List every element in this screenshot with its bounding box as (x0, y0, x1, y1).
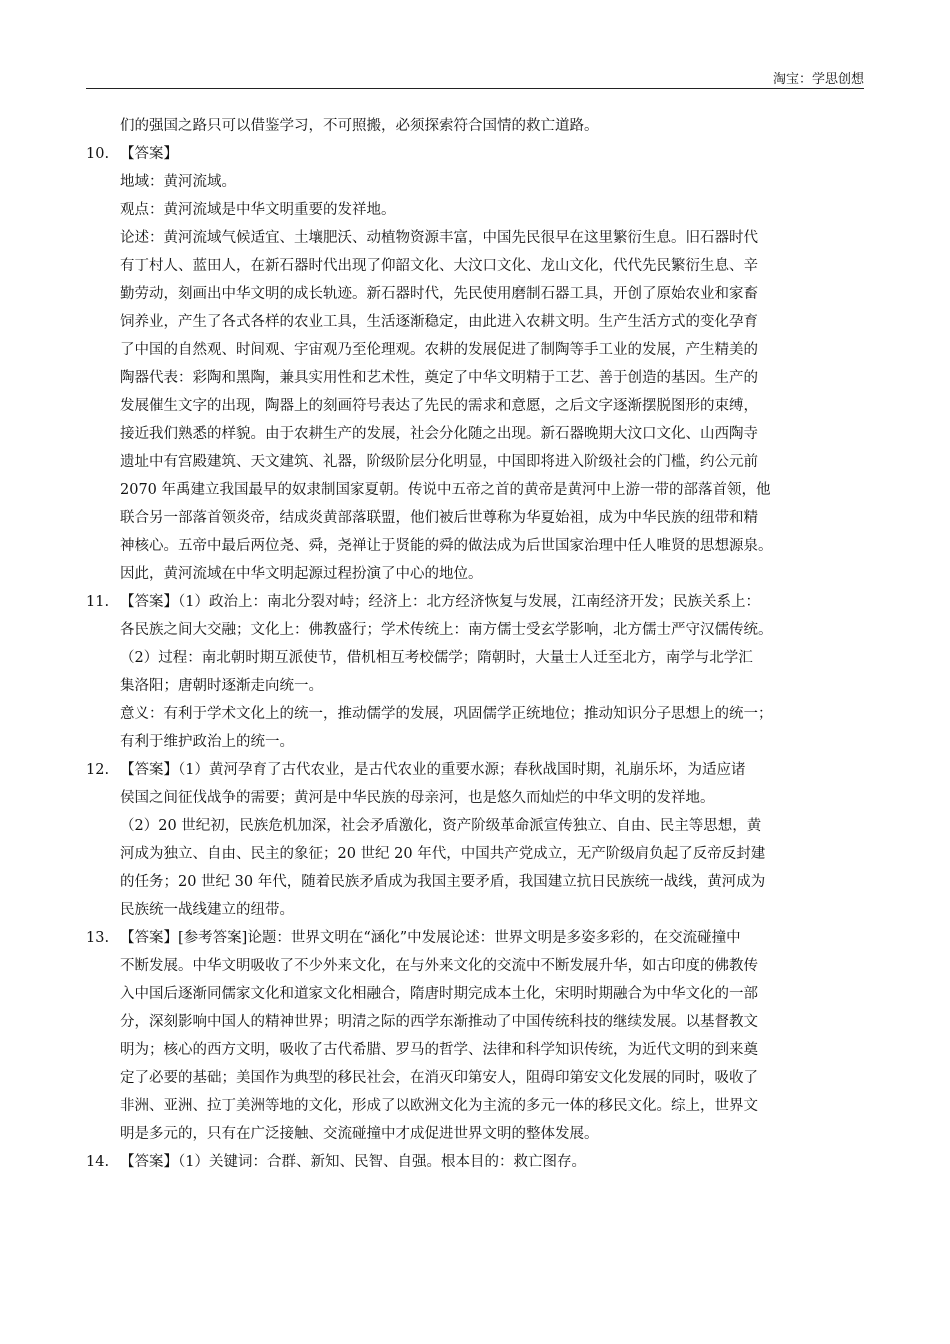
text-line: 2070 年禹建立我国最早的奴隶制国家夏朝。传说中五帝之首的黄帝是黄河中上游一带的部落首领，他 (120, 482, 771, 498)
text-line: （2）过程：南北朝时期互派使节，借机相互考校儒学；隋朝时，大量士人迁至北方，南学与北学汇 (120, 650, 753, 666)
text-line: 侯国之间征伐战争的需要；黄河是中华民族的母亲河，也是悠久而灿烂的中华文明的发祥地。 (120, 790, 715, 806)
question-number: 11. (86, 594, 110, 610)
text-line: 不断发展。中华文明吸收了不少外来文化，在与外来文化的交流中不断发展升华，如古印度的佛教传 (120, 958, 758, 974)
text-line: 论述：黄河流域气候适宜、土壤肥沃、动植物资源丰富，中国先民很早在这里繁衍生息。旧石器时代 (120, 230, 758, 246)
question-line: 11. 【答案】（1）政治上：南北分裂对峙；经济上：北方经济恢复与发展，江南经济开发；民族关系上： (86, 588, 864, 616)
text-line: 勤劳动，刻画出中华文明的成长轨迹。新石器时代，先民使用磨制石器工具，开创了原始农业和家畜 (120, 286, 758, 302)
text-line: 的任务；20 世纪 30 年代，随着民族矛盾成为我国主要矛盾，我国建立抗日民族统一战线，黄河成为 (120, 874, 766, 890)
text-line: 非洲、亚洲、拉丁美洲等地的文化，形成了以欧洲文化为主流的多元一体的移民文化。综上，世界文 (120, 1098, 758, 1114)
text-line: 有丁村人、蓝田人，在新石器时代出现了仰韶文化、大汶口文化、龙山文化，代代先民繁衍生息、辛 (120, 258, 758, 274)
question-number: 14. (86, 1154, 110, 1170)
text-line: 接近我们熟悉的样貌。由于农耕生产的发展，社会分化随之出现。新石器晚期大汶口文化、山西陶寺 (120, 426, 758, 442)
text-line: 民族统一战线建立的纽带。 (120, 902, 294, 918)
text-line: 联合另一部落首领炎帝，结成炎黄部落联盟，他们被后世尊称为华夏始祖，成为中华民族的纽带和精 (120, 510, 758, 526)
text-line: 了中国的自然观、时间观、宇宙观乃至伦理观。农耕的发展促进了制陶等手工业的发展，产生精美的 (120, 342, 758, 358)
text-line: 饲养业，产生了各式各样的农业工具，生活逐渐稳定，由此进入农耕文明。生产生活方式的变化孕育 (120, 314, 758, 330)
text-line: 入中国后逐渐同儒家文化和道家文化相融合，隋唐时期完成本土化，宋明时期融合为中华文化的一部 (120, 986, 758, 1002)
text-line: 意义：有利于学术文化上的统一，推动儒学的发展，巩固儒学正统地位；推动知识分子思想上的统一； (120, 706, 773, 722)
text-line: 河成为独立、自由、民主的象征；20 世纪 20 年代，中国共产党成立，无产阶级肩负起了反帝反封建 (120, 846, 766, 862)
text-line: 定了必要的基础；美国作为典型的移民社会，在消灭印第安人，阻碍印第安文化发展的同时，吸收了 (120, 1070, 758, 1086)
text-line: 因此，黄河流域在中华文明起源过程扮演了中心的地位。 (120, 566, 483, 582)
text-line: 陶器代表：彩陶和黑陶，兼具实用性和艺术性，奠定了中华文明精于工艺、善于创造的基因。生产的 (120, 370, 758, 386)
text-line: 地域：黄河流域。 (120, 174, 236, 190)
text-line: 观点：黄河流域是中华文明重要的发祥地。 (120, 202, 396, 218)
question-line: 13. 【答案】[参考答案]论题：世界文明在“涵化”中发展论述：世界文明是多姿多彩的，在交流碰撞中 (86, 924, 864, 952)
text-line: 明是多元的，只有在广泛接触、交流碰撞中才成促进世界文明的整体发展。 (120, 1126, 599, 1142)
question-line: 14. 【答案】（1）关键词：合群、新知、民智、自强。根本目的：救亡图存。 (86, 1148, 864, 1176)
text-line: 们的强国之路只可以借鉴学习，不可照搬，必须探索符合国情的救亡道路。 (120, 118, 599, 134)
text-line: 发展催生文字的出现，陶器上的刻画符号表达了先民的需求和意愿，之后文字逐渐摆脱图形的束缚， (120, 398, 758, 414)
text-line: 集洛阳；唐朝时逐渐走向统一。 (120, 678, 323, 694)
question-line: 12. 【答案】（1）黄河孕育了古代农业，是古代农业的重要水源；春秋战国时期，礼崩乐坏，为适应诸 (86, 756, 864, 784)
text-line: 有利于维护政治上的统一。 (120, 734, 294, 750)
question-number: 10. (86, 146, 110, 162)
text-line: 分，深刻影响中国人的精神世界；明清之际的西学东渐推动了中国传统科技的继续发展。以基督教文 (120, 1014, 758, 1030)
question-number: 13. (86, 930, 110, 946)
document-body (86, 112, 864, 1176)
question-line: 10. 【答案】 (86, 140, 864, 168)
text-line: 各民族之间大交融；文化上：佛教盛行；学术传统上：南方儒士受玄学影响，北方儒士严守汉儒传统。 (120, 622, 773, 638)
question-number: 12. (86, 762, 110, 778)
header-text: 淘宝：学思创想 (772, 72, 864, 87)
text-line: 明为；核心的西方文明，吸收了古代希腊、罗马的哲学、法律和科学知识传统，为近代文明的到来奠 (120, 1042, 758, 1058)
text-line: 遗址中有宫殿建筑、天文建筑、礼器，阶级阶层分化明显，中国即将进入阶级社会的门槛，约公元前 (120, 454, 758, 470)
page-header (86, 66, 864, 89)
text-line: （2）20 世纪初，民族危机加深，社会矛盾激化，资产阶级革命派宣传独立、自由、民主等思想，黄 (120, 818, 762, 834)
text-line: 神核心。五帝中最后两位尧、舜，尧禅让于贤能的舜的做法成为后世国家治理中任人唯贤的思想源泉。 (120, 538, 773, 554)
